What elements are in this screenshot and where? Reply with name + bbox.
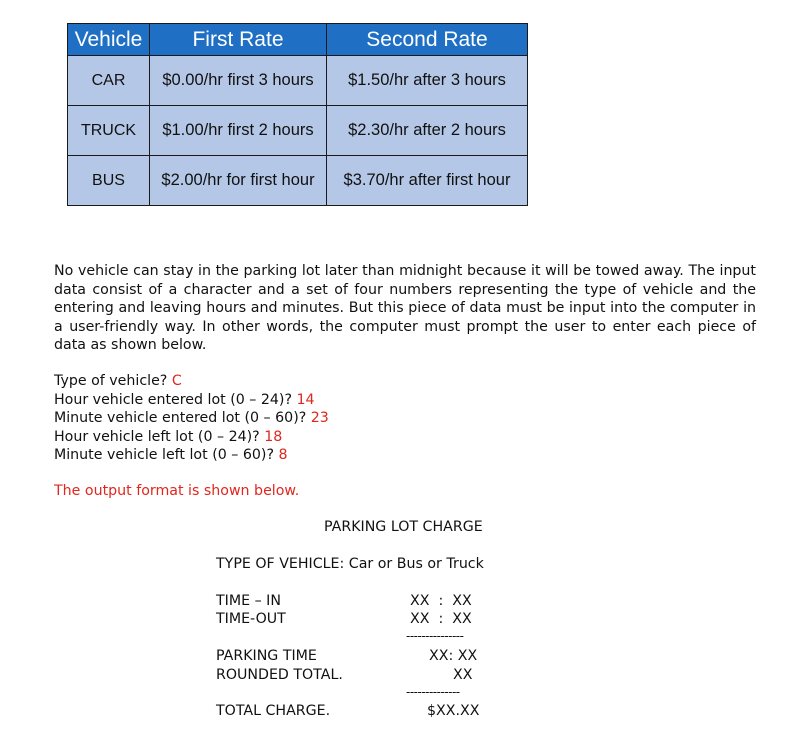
second-rate-cell: $3.70/hr after first hour	[327, 156, 528, 206]
table-row	[68, 106, 528, 156]
table-row	[68, 156, 528, 206]
rounded-total-value: XX	[453, 667, 473, 683]
separator-line: ---------------	[406, 629, 464, 643]
time-out-label: TIME-OUT	[216, 611, 286, 627]
prompt-line: Minute vehicle entered lot (0 – 60)? 23	[54, 410, 329, 427]
output-title: PARKING LOT CHARGE	[324, 519, 483, 535]
output-note: The output format is shown below.	[54, 483, 300, 499]
first-rate-cell: $2.00/hr for first hour	[150, 156, 327, 206]
total-charge-value: $XX.XX	[427, 703, 480, 719]
vehicle-cell: CAR	[68, 56, 150, 106]
parking-time-value: XX: XX	[429, 648, 478, 664]
prompt-answer: C	[171, 373, 182, 389]
prompt-line: Minute vehicle left lot (0 – 60)? 8	[54, 447, 288, 464]
parking-time-label: PARKING TIME	[216, 648, 317, 664]
prompt-line: Hour vehicle left lot (0 – 24)? 18	[54, 428, 283, 445]
vehicle-cell: TRUCK	[68, 106, 150, 156]
prompt-line: Type of vehicle? C	[54, 373, 182, 389]
prompt-list	[54, 372, 329, 465]
description-paragraph: No vehicle can stay in the parking lot later than midnight because it will be towed away. The input data consist of a character and a set of four numbers representing the type of vehicle and the entering and leaving hours and minutes. But this piece of data must be input into the computer in a user-friendly way. In other words, the computer must prompt the user to enter each piece of data as shown below.	[54, 263, 756, 354]
rate-table	[67, 23, 528, 206]
vehicle-type-line: TYPE OF VEHICLE: Car or Bus or Truck	[216, 556, 484, 572]
prompt-line: Hour vehicle entered lot (0 – 24)? 14	[54, 391, 315, 408]
total-charge-label: TOTAL CHARGE.	[216, 703, 331, 719]
first-rate-cell: $1.00/hr first 2 hours	[150, 106, 327, 156]
second-rate-cell: $1.50/hr after 3 hours	[327, 56, 528, 106]
vehicle-cell: BUS	[68, 156, 150, 206]
time-in-label: TIME – IN	[216, 593, 281, 609]
second-rate-cell: $2.30/hr after 2 hours	[327, 106, 528, 156]
prompt-answer: 14	[296, 391, 315, 408]
prompt-answer: 8	[278, 447, 288, 464]
header-vehicle: Vehicle	[68, 24, 150, 56]
rate-table-header	[68, 24, 528, 56]
time-in-value: XX : XX	[410, 593, 472, 609]
prompt-answer: 18	[264, 428, 283, 445]
header-second-rate: Second Rate	[327, 24, 528, 56]
header-first-rate: First Rate	[150, 24, 327, 56]
rounded-total-label: ROUNDED TOTAL.	[216, 667, 343, 683]
time-out-value: XX : XX	[410, 611, 472, 627]
separator-line: --------------	[406, 685, 460, 699]
table-row	[68, 56, 528, 106]
prompt-answer: 23	[310, 410, 329, 427]
first-rate-cell: $0.00/hr first 3 hours	[150, 56, 327, 106]
